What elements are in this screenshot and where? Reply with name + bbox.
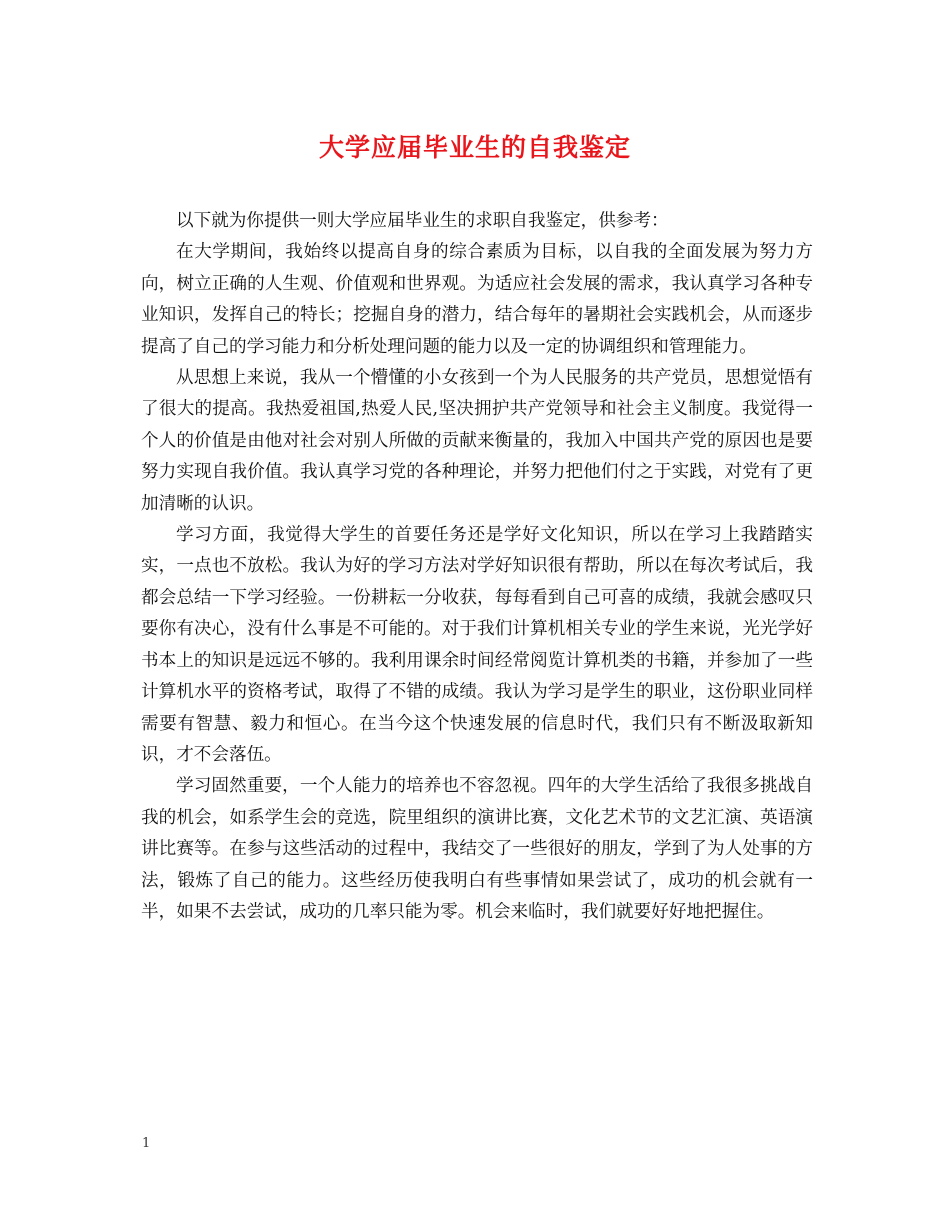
page-number: 1 <box>142 1136 151 1151</box>
paragraph-abilities: 学习固然重要，一个人能力的培养也不容忽视。四年的大学生活给了我很多挑战自我的机会，如系学生会的竞选，院里组织的演讲比赛，文化艺术节的文艺汇演、英语演讲比赛等。在参与这些活动的过程中，我结交了一些很好的朋友，学到了为人处事的方法，锻炼了自己的能力。这些经历使我明白有些事情如果尝试了，成功的机会就有一半，如果不去尝试，成功的几率只能为零。机会来临时，我们就要好好地把握住。 <box>141 776 813 922</box>
paragraph-study: 学习方面，我觉得大学生的首要任务还是学好文化知识，所以在学习上我踏踏实实，一点也不放松。我认为好的学习方法对学好知识很有帮助，所以在每次考试后，我都会总结一下学习经验。一份耕耘一分收获，每每看到自己可喜的成绩，我就会感叹只要你有决心，没有什么事是不可能的。对于我们计算机相关专业的学生来说，光光学好书本上的知识是远远不够的。我利用课余时间经常阅览计算机类的书籍，并参加了一些计算机水平的资格考试，取得了不错的成绩。我认为学习是学生的职业，这份职业同样需要有智慧、毅力和恒心。在当今这个快速发展的信息时代，我们只有不断汲取新知识，才不会落伍。 <box>141 525 813 765</box>
document-title: 大学应届毕业生的自我鉴定 <box>318 133 631 162</box>
paragraph-ideology: 从思想上来说，我从一个懵懂的小女孩到一个为人民服务的共产党员，思想觉悟有了很大的提高。我热爱祖国,热爱人民,坚决拥护共产党领导和社会主义制度。我觉得一个人的价值是由他对社会对别人所做的贡献来衡量的，我加入中国共产党的原因也是要努力实现自我价值。我认真学习党的各种理论，并努力把他们付之于实践，对党有了更加清晰的认识。 <box>141 368 813 514</box>
paragraph-college-period: 在大学期间，我始终以提高自身的综合素质为目标，以自我的全面发展为努力方向，树立正确的人生观、价值观和世界观。为适应社会发展的需求，我认真学习各种专业知识，发挥自己的特长；挖掘自身的潜力，结合每年的暑期社会实践机会，从而逐步提高了自己的学习能力和分析处理问题的能力以及一定的协调组织和管理能力。 <box>141 242 813 357</box>
paragraph-intro: 以下就为你提供一则大学应届毕业生的求职自我鉴定，供参考： <box>176 211 669 231</box>
document-body <box>141 206 813 928</box>
